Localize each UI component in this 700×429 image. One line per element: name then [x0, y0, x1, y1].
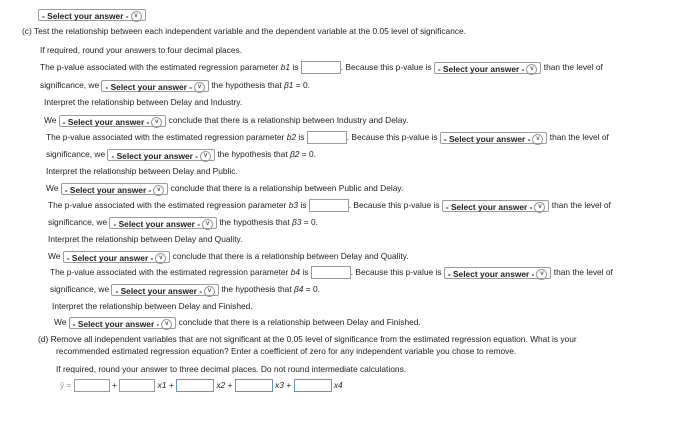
b2-interpret-text: Interpret the relationship between Delay and Public. [46, 166, 238, 176]
b1-significance-row: significance, we - Select your answer - v the hypothesis that β1 = 0. [40, 80, 310, 92]
b4-conclude-select[interactable]: - Select your answer - v [69, 317, 177, 329]
b1-interpret-text: Interpret the relationship between Delay and Industry. [44, 97, 243, 107]
part-c-round-note: If required, round your answers to four decimal places. [40, 45, 243, 55]
b3-significance-row: significance, we - Select your answer - v the hypothesis that β3 = 0. [48, 217, 318, 229]
chevron-down-icon: v [202, 219, 213, 230]
b3-pvalue-input[interactable] [309, 199, 349, 212]
b2-significance-row: significance, we - Select your answer - v the hypothesis that β2 = 0. [46, 149, 316, 161]
b2-comparison-select[interactable]: - Select your answer - v [440, 132, 548, 144]
chevron-down-icon: v [194, 82, 205, 93]
b3-conclude-select[interactable]: - Select your answer - v [63, 251, 171, 263]
b4-conclude-row: We - Select your answer - v conclude that there is a relationship between Delay and Finished. [54, 317, 421, 329]
chevron-down-icon: v [204, 286, 215, 297]
part-d-line1: (d) Remove all independent variables that are not significant at the 0.05 level of significance from the estimated regression equation. What is your [38, 334, 577, 344]
regression-equation-row: ŷ = + x1 + x2 + x3 + x4 [60, 379, 343, 394]
x1-coefficient-input[interactable] [119, 379, 155, 392]
chevron-down-icon: v [161, 319, 172, 330]
b2-pvalue-row: The p-value associated with the estimated regression parameter b2 is . Because this p-value is - Select your answer - v than the level of [46, 132, 609, 144]
chevron-down-icon: v [532, 134, 543, 145]
b3-comparison-select[interactable]: - Select your answer - v [442, 200, 550, 212]
chevron-down-icon: v [200, 151, 211, 162]
chevron-down-icon: v [131, 11, 142, 22]
b1-hypothesis-select[interactable]: - Select your answer - v [101, 80, 209, 92]
part-c-intro: (c) Test the relationship between each independent variable and the dependent variable at the 0.05 level of significance. [22, 26, 467, 36]
b4-pvalue-input[interactable] [311, 266, 351, 279]
b2-pvalue-input[interactable] [307, 131, 347, 144]
chevron-down-icon: v [536, 269, 547, 280]
b4-pvalue-row: The p-value associated with the estimated regression parameter b4 is . Because this p-value is - Select your answer - v than the level of [50, 267, 613, 279]
chevron-down-icon: v [151, 117, 162, 128]
b2-hypothesis-select[interactable]: - Select your answer - v [107, 149, 215, 161]
b4-comparison-select[interactable]: - Select your answer - v [444, 267, 552, 279]
x3-coefficient-input[interactable] [235, 379, 273, 392]
b3-interpret-text: Interpret the relationship between Delay and Quality. [48, 234, 243, 244]
b1-comparison-select[interactable]: - Select your answer - v [434, 62, 542, 74]
part-d-line2: recommended estimated regression equation? Enter a coefficient of zero for any independent variable you chose to remove. [56, 346, 517, 356]
part-d-round-note: If required, round your answer to three decimal places. Do not round intermediate calculations. [56, 364, 407, 374]
b1-pvalue-input[interactable] [301, 61, 341, 74]
b2-conclude-row: We - Select your answer - v conclude that there is a relationship between Public and Delay. [46, 183, 404, 195]
chevron-down-icon: v [153, 185, 164, 196]
chevron-down-icon: v [155, 253, 166, 264]
b1-conclude-select[interactable]: - Select your answer - v [59, 115, 167, 127]
b3-conclude-row: We - Select your answer - v conclude that there is a relationship between Delay and Quality. [48, 251, 409, 263]
b3-hypothesis-select[interactable]: - Select your answer - v [109, 217, 217, 229]
x2-coefficient-input[interactable] [176, 379, 214, 392]
top-answer-select-row [38, 8, 146, 21]
b2-conclude-select[interactable]: - Select your answer - v [61, 183, 169, 195]
prior-answer-select[interactable]: - Select your answer - v [38, 9, 146, 21]
b3-pvalue-row: The p-value associated with the estimated regression parameter b3 is . Because this p-value is - Select your answer - v than the level of [48, 200, 611, 212]
chevron-down-icon: v [534, 202, 545, 213]
b4-significance-row: significance, we - Select your answer - v the hypothesis that β4 = 0. [50, 284, 320, 296]
x4-coefficient-input[interactable] [294, 379, 332, 392]
chevron-down-icon: v [526, 64, 537, 75]
b1-pvalue-row: The p-value associated with the estimated regression parameter b1 is . Because this p-value is - Select your answer - v than the level of [40, 62, 603, 74]
b4-hypothesis-select[interactable]: - Select your answer - v [111, 284, 219, 296]
yhat-label: ŷ = [60, 380, 72, 390]
b4-interpret-text: Interpret the relationship between Delay and Finished. [52, 301, 253, 311]
b1-conclude-row: We - Select your answer - v conclude that there is a relationship between Industry and Delay. [44, 115, 409, 127]
intercept-input[interactable] [74, 379, 110, 392]
